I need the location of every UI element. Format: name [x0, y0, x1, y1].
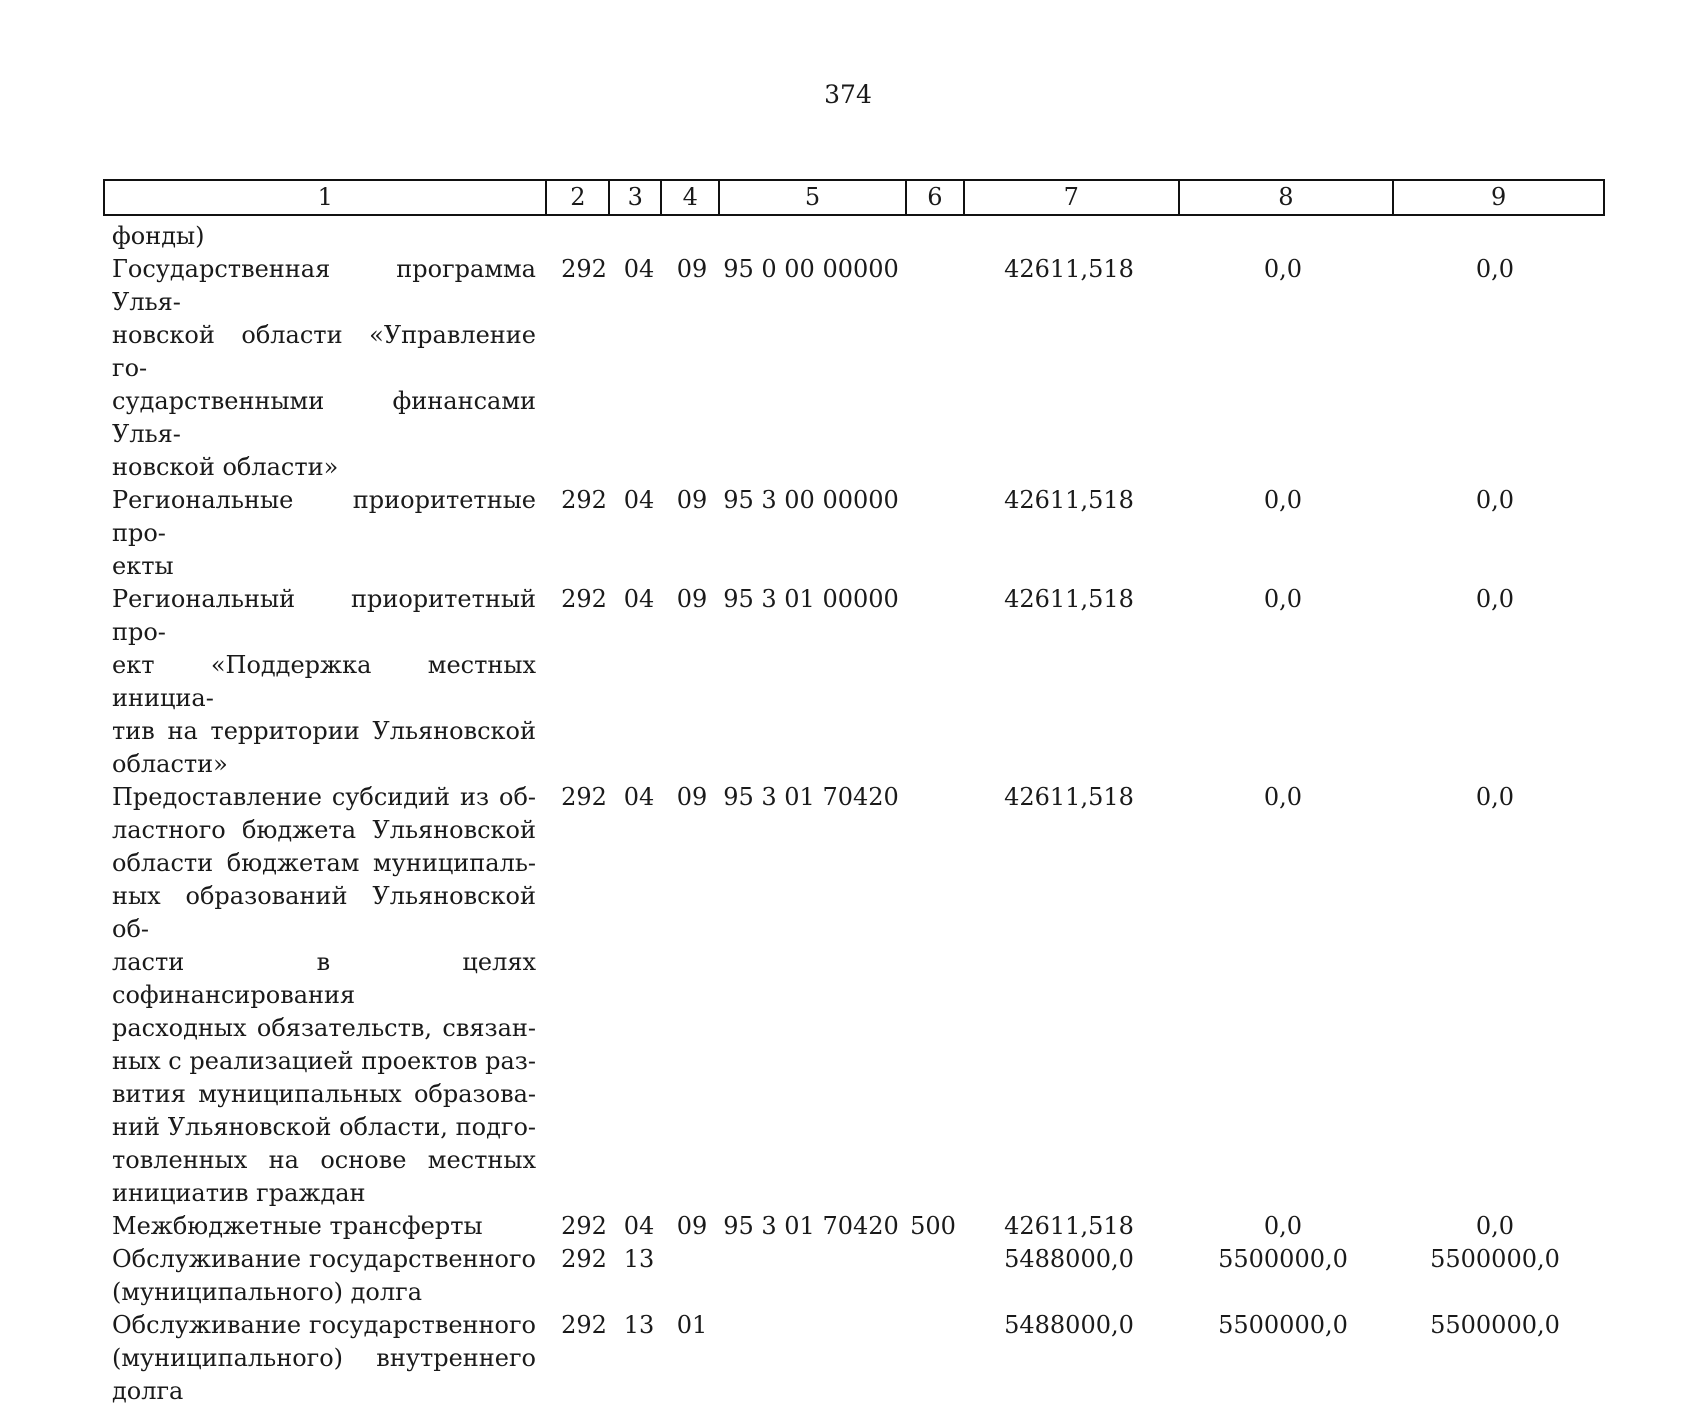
- cell-col-2: 292: [561, 1245, 607, 1273]
- cell-col-8: 0,0: [1263, 585, 1303, 613]
- cell-col-3: 04: [623, 486, 655, 514]
- description-line: ект «Поддержка местных инициа-: [112, 651, 536, 712]
- cell-col-5: 95 3 01 00000: [723, 585, 899, 613]
- table-row: [112, 781, 1612, 1210]
- cell-col-8: 5500000,0: [1218, 1245, 1348, 1273]
- description-line: екты: [112, 552, 174, 580]
- cell-col-9: 5500000,0: [1430, 1245, 1560, 1273]
- header-col-1: 1: [105, 181, 547, 214]
- description-line: (муниципального) внутреннего: [112, 1344, 536, 1372]
- row-description: [112, 583, 536, 781]
- description-line: (муниципального) долга: [112, 1278, 423, 1306]
- cell-col-9: 0,0: [1475, 255, 1515, 283]
- header-col-4: 4: [662, 181, 720, 214]
- row-description: [112, 781, 536, 1210]
- page-number: 374: [824, 80, 872, 109]
- row-description: [112, 1243, 536, 1309]
- cell-col-4: 09: [676, 255, 708, 283]
- cell-col-3: 13: [623, 1311, 655, 1339]
- description-line: сударственными финансами Улья-: [112, 387, 536, 448]
- cell-col-2: 292: [561, 486, 607, 514]
- description-line: области»: [112, 750, 228, 778]
- cell-col-9: 0,0: [1475, 783, 1515, 811]
- description-line: ласти в целях софинансирования: [112, 948, 536, 1009]
- table-row: [112, 484, 1612, 583]
- description-line: Региональные приоритетные про-: [112, 486, 536, 547]
- cell-col-6: 500: [910, 1212, 956, 1240]
- cell-col-7: 5488000,0: [1004, 1245, 1134, 1273]
- description-line: Региональный приоритетный про-: [112, 585, 536, 646]
- cell-col-9: 5500000,0: [1430, 1311, 1560, 1339]
- cell-col-4: 09: [676, 1212, 708, 1240]
- cell-col-2: 292: [561, 585, 607, 613]
- row-description: [112, 253, 536, 484]
- description-line: расходных обязательств, связан-: [112, 1014, 536, 1042]
- cell-col-3: 04: [623, 255, 655, 283]
- cell-col-4: 09: [676, 585, 708, 613]
- table-header: [103, 179, 1605, 216]
- cell-col-8: 0,0: [1263, 255, 1303, 283]
- cell-col-4: 09: [676, 783, 708, 811]
- table-row: [112, 583, 1612, 781]
- cell-col-9: 0,0: [1475, 585, 1515, 613]
- description-line: товленных на основе местных: [112, 1146, 536, 1174]
- cell-col-4: 09: [676, 486, 708, 514]
- description-line: Межбюджетные трансферты: [112, 1212, 483, 1240]
- table-row: [112, 1243, 1612, 1309]
- cell-col-9: 0,0: [1475, 486, 1515, 514]
- description-line: инициатив граждан: [112, 1179, 366, 1207]
- row-description: [112, 1210, 536, 1243]
- description-line: Обслуживание государственного: [112, 1245, 536, 1273]
- description-line: ных с реализацией проектов раз-: [112, 1047, 536, 1075]
- cell-col-4: 01: [676, 1311, 708, 1339]
- cell-col-9: 0,0: [1475, 1212, 1515, 1240]
- description-line: Предоставление субсидий из об-: [112, 783, 536, 811]
- cell-col-3: 04: [623, 783, 655, 811]
- cell-col-7: 42611,518: [1004, 783, 1134, 811]
- header-col-9: 9: [1394, 181, 1605, 214]
- header-col-7: 7: [965, 181, 1180, 214]
- description-line: ний Ульяновской области, подго-: [112, 1113, 536, 1141]
- continuation-text: фонды): [112, 222, 205, 250]
- header-col-8: 8: [1180, 181, 1395, 214]
- cell-col-5: 95 3 00 00000: [723, 486, 899, 514]
- description-line: ластного бюджета Ульяновской: [112, 816, 536, 844]
- cell-col-2: 292: [561, 255, 607, 283]
- cell-col-5: 95 3 01 70420: [723, 783, 899, 811]
- cell-col-3: 04: [623, 1212, 655, 1240]
- description-line: тив на территории Ульяновской: [112, 717, 536, 745]
- description-line: новской области»: [112, 453, 339, 481]
- cell-col-5: 95 3 01 70420: [723, 1212, 899, 1240]
- header-col-6: 6: [907, 181, 965, 214]
- description-line: Обслуживание государственного: [112, 1311, 536, 1339]
- table-row: [112, 1309, 1612, 1408]
- cell-col-8: 0,0: [1263, 486, 1303, 514]
- cell-col-8: 0,0: [1263, 1212, 1303, 1240]
- cell-col-3: 13: [623, 1245, 655, 1273]
- cell-col-2: 292: [561, 1311, 607, 1339]
- description-line: Государственная программа Улья-: [112, 255, 536, 316]
- cell-col-7: 42611,518: [1004, 486, 1134, 514]
- cell-col-8: 5500000,0: [1218, 1311, 1348, 1339]
- description-line: ных образований Ульяновской об-: [112, 882, 536, 943]
- cell-col-7: 5488000,0: [1004, 1311, 1134, 1339]
- cell-col-5: 95 0 00 00000: [723, 255, 899, 283]
- cell-col-7: 42611,518: [1004, 585, 1134, 613]
- description-line: области бюджетам муниципаль-: [112, 849, 536, 877]
- table-row: [112, 1210, 1612, 1243]
- row-description: [112, 1309, 536, 1408]
- header-col-3: 3: [610, 181, 662, 214]
- cell-col-3: 04: [623, 585, 655, 613]
- cell-col-7: 42611,518: [1004, 1212, 1134, 1240]
- description-line: вития муниципальных образова-: [112, 1080, 536, 1108]
- cell-col-7: 42611,518: [1004, 255, 1134, 283]
- cell-col-2: 292: [561, 783, 607, 811]
- row-description: [112, 484, 536, 583]
- cell-col-8: 0,0: [1263, 783, 1303, 811]
- cell-col-2: 292: [561, 1212, 607, 1240]
- table-body: [112, 220, 1612, 1408]
- header-col-2: 2: [547, 181, 610, 214]
- description-line: долга: [112, 1377, 184, 1405]
- table-row: [112, 253, 1612, 484]
- header-col-5: 5: [720, 181, 907, 214]
- description-line: новской области «Управление го-: [112, 321, 536, 382]
